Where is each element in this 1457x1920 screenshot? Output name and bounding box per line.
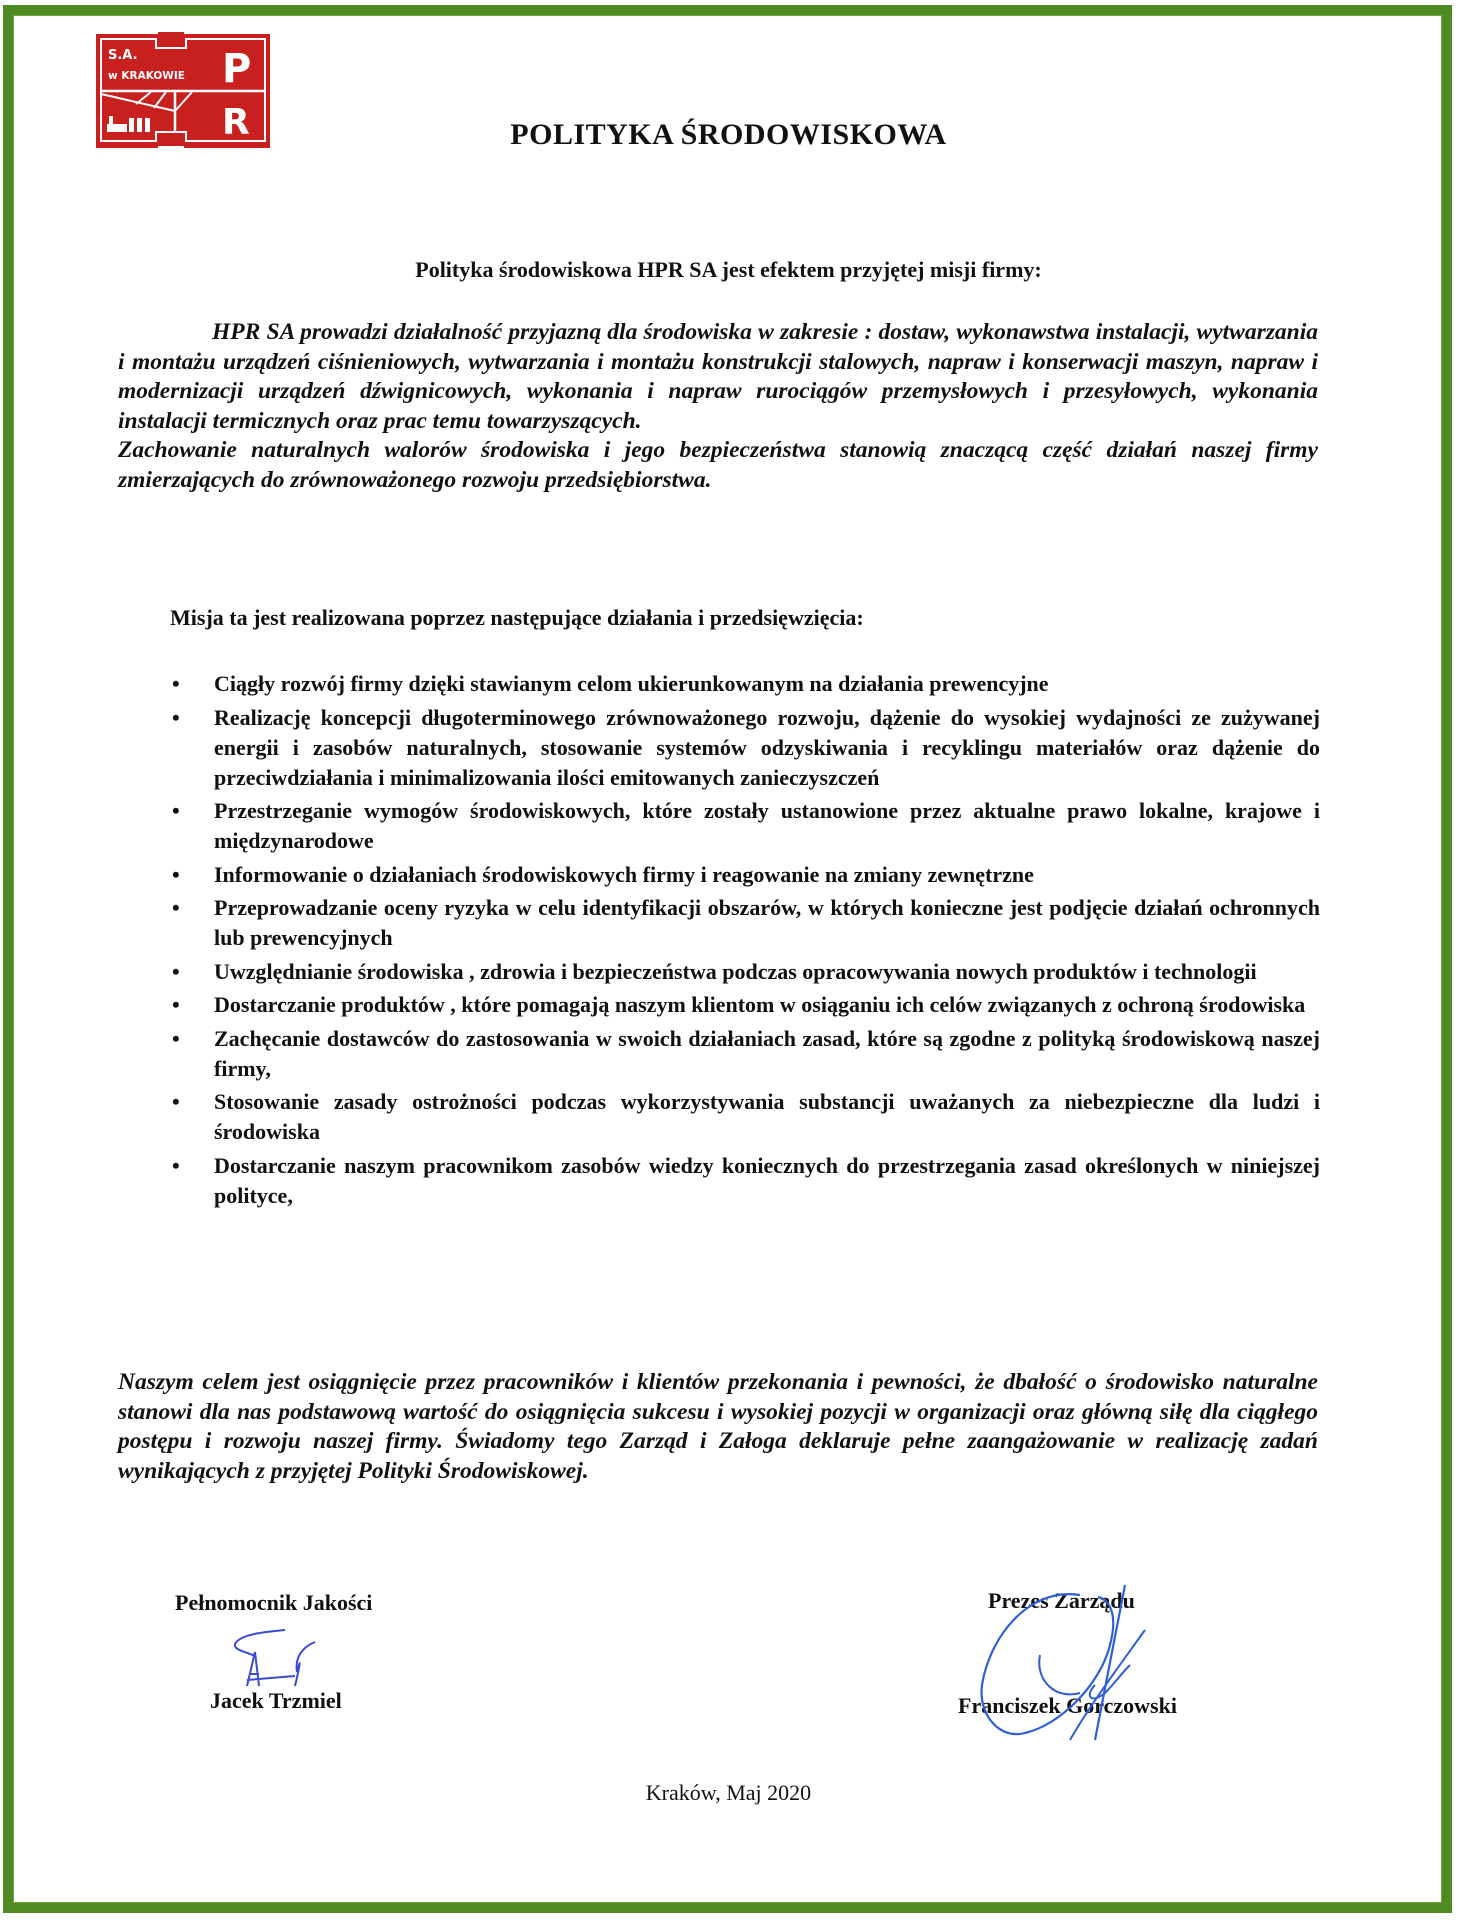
closing-statement: Naszym celem jest osiągnięcie przez pracowników i klientów przekonania i pewności, że dbałość o środowisko naturalne stanowi dla nas podstawową wartość do osiągnięcia sukcesu i wysokiej pozycji w organizacji oraz główną siłę dla ciągłego postępu i rozwoju naszej firmy. Świadomy tego Zarząd i Załoga deklaruje pełne zaangażowanie w realizację zadań wynikających z przyjętej Polityki Środowiskowej.	[118, 1369, 1318, 1484]
mission-paragraph: HPR SA prowadzi działalność przyjazną dla środowiska w zakresie : dostaw, wykonawstwa instalacji, wytwarzania i montażu urządzeń ciśnieniowych, wytwarzania i montażu konstrukcji stalowych, napraw i konserwacji maszyn, napraw i modernizacji urządzeń dźwignicowych, wykonania i napraw rurociągów przemysłowych i przesyłowych, wykonania instalacji termicznych oraz prac temu towarzyszących.	[118, 319, 1318, 434]
signature-right-icon	[970, 1575, 1190, 1745]
svg-text:S.A.: S.A.	[108, 48, 138, 63]
list-item: • Przestrzeganie wymogów środowiskowych, które zostały ustanowione przez aktualne prawo lokalne, krajowe i międzynarodowe	[172, 798, 1320, 853]
signature-left-icon	[225, 1628, 325, 1693]
list-item: • Stosowanie zasady ostrożności podczas wykorzystywania substancji uważanych za niebezpieczne dla ludzi i środowiska	[172, 1089, 1320, 1144]
list-item: • Realizację koncepcji długoterminowego zrównoważonego rozwoju, dążenie do wysokiej wydajności ze zużywanej energii i zasobów naturalnych, stosowanie systemów odzyskiwania i recyklingu materiałów oraz dążenie do przeciwdziałania i minimalizowania ilości emitowanych zanieczyszczeń	[172, 704, 1320, 790]
place-and-date: Kraków, Maj 2020	[645, 1780, 812, 1805]
list-item: • Dostarczanie produktów , które pomagają naszym klientom w osiąganiu ich celów związanych z ochroną środowiska	[170, 990, 1320, 1020]
bullet-icon: •	[172, 895, 180, 920]
bullet-icon: •	[172, 992, 180, 1017]
left-signatory-role: Pełnomocnik Jakości	[175, 1590, 373, 1615]
list-item: • Informowanie o działaniach środowiskowych firmy i reagowanie na zmiany zewnętrzne	[170, 860, 1320, 890]
bullet-icon: •	[172, 1025, 180, 1051]
bullet-icon: •	[172, 1089, 180, 1114]
list-item: • Dostarczanie naszym pracownikom zasobów wiedzy koniecznych do przestrzegania zasad określonych w niniejszej polityce,	[172, 1152, 1320, 1208]
bullet-icon: •	[172, 798, 180, 823]
list-item: • Ciągły rozwój firmy dzięki stawianym celom ukierunkowanym na działania prewencyjne	[170, 669, 1320, 699]
svg-text:R: R	[222, 102, 250, 143]
svg-text:w KRAKOWIE: w KRAKOWIE	[108, 70, 185, 82]
list-item: • Uwzględnianie środowiska , zdrowia i bezpieczeństwa podczas opracowywania nowych produktów i technologii	[170, 957, 1320, 987]
bullet-icon: •	[172, 1152, 180, 1178]
right-signatory-role: Prezes Zarządu	[988, 1588, 1135, 1613]
bullet-icon: •	[172, 861, 180, 887]
right-signatory-name: Franciszek Gorczowski	[958, 1693, 1177, 1718]
mission-statement	[118, 318, 1318, 495]
mission-paragraph: Zachowanie naturalnych walorów środowiska i jego bezpieczeństwa stanowią znaczącą część działań naszej firmy zmierzających do zrównoważonego rozwoju przedsiębiorstwa.	[118, 437, 1318, 493]
bullet-icon: •	[172, 671, 180, 696]
list-item: • Przeprowadzanie oceny ryzyka w celu identyfikacji obszarów, w których konieczne jest podjęcie działań ochronnych lub prewencyjnych	[172, 895, 1320, 950]
bullet-icon: •	[172, 704, 180, 730]
svg-text:P: P	[222, 46, 252, 92]
intro-line: Polityka środowiskowa HPR SA jest efektem przyjętej misji firmy:	[415, 257, 1042, 282]
page-title: POLITYKA ŚRODOWISKOWA	[510, 118, 947, 151]
list-item: • Zachęcanie dostawców do zastosowania w swoich działaniach zasad, które są zgodne z polityką środowiskową naszej firmy,	[172, 1025, 1320, 1081]
left-signatory-name: Jacek Trzmiel	[210, 1688, 342, 1713]
bullet-icon: •	[172, 958, 180, 984]
list-lead: Misja ta jest realizowana poprzez następujące działania i przedsięwzięcia:	[170, 605, 864, 630]
actions-list	[170, 669, 1320, 1214]
